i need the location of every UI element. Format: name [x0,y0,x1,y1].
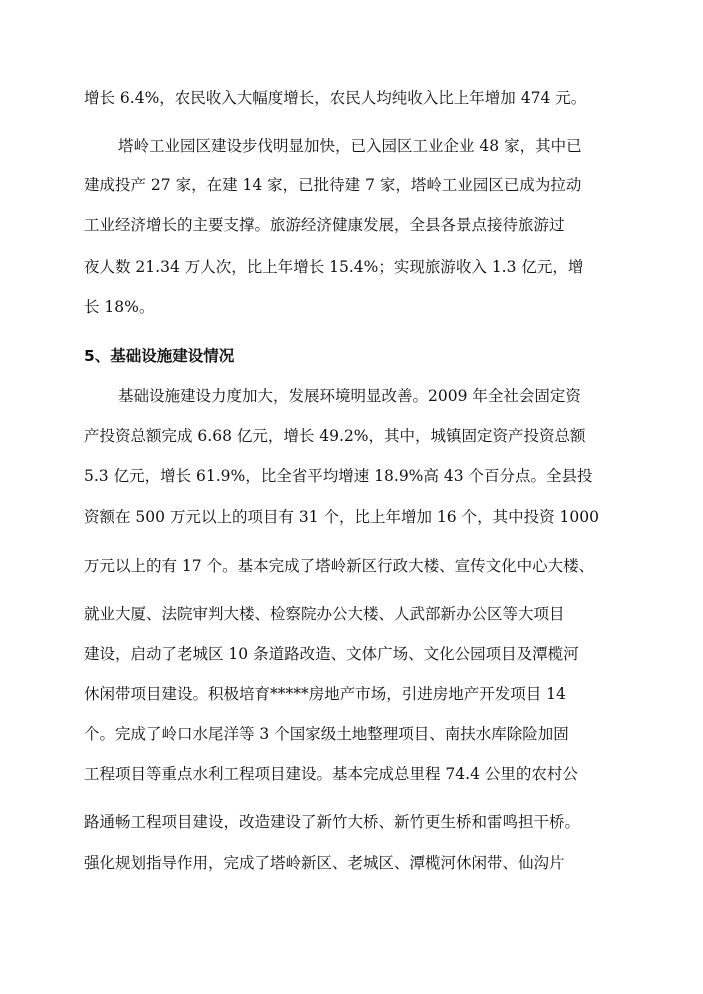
paragraph-line-13: 建设，启动了老城区 10 条道路改造、文体广场、文化公园项目及潭榄河 [84,645,579,663]
paragraph-line-5: 夜人数 21.34 万人次，比上年增长 15.4%；实现旅游收入 1.3 亿元，增 [84,258,584,276]
section-heading: 5、基础设施建设情况 [84,347,235,365]
paragraph-line-7: 基础设施建设力度加大，发展环境明显改善。2009 年全社会固定资 [118,387,581,405]
paragraph-line-10: 资额在 500 万元以上的项目有 31 个，比上年增加 16 个，其中投资 1000 [84,508,599,526]
paragraph-line-15: 个。完成了岭口水尾洋等 3 个国家级土地整理项目、南扶水库除险加固 [84,725,569,743]
paragraph-line-9: 5.3 亿元，增长 61.9%，比全省平均增速 18.9%高 43 个百分点。全县投 [84,467,593,485]
paragraph-line-6: 长 18%。 [84,298,155,316]
paragraph-line-4: 工业经济增长的主要支撑。旅游经济健康发展，全县各景点接待旅游过 [84,216,565,234]
paragraph-line-2: 塔岭工业园区建设步伐明显加快，已入园区工业企业 48 家，其中已 [118,137,582,155]
paragraph-line-1: 增长 6.4%，农民收入大幅度增长，农民人均纯收入比上年增加 474 元。 [84,89,587,107]
paragraph-line-3: 建成投产 27 家，在建 14 家，已批待建 7 家，塔岭工业园区已成为拉动 [84,176,582,194]
paragraph-line-17: 路通畅工程项目建设，改造建设了新竹大桥、新竹更生桥和雷鸣担干桥。 [84,813,581,831]
paragraph-line-11: 万元以上的有 17 个。基本完成了塔岭新区行政大楼、宣传文化中心大楼、 [84,557,595,575]
paragraph-line-18: 强化规划指导作用，完成了塔岭新区、老城区、潭榄河休闲带、仙沟片 [84,854,565,872]
paragraph-line-8: 产投资总额完成 6.68 亿元，增长 49.2%，其中，城镇固定资产投资总额 [84,427,586,445]
paragraph-line-14: 休闲带项目建设。积极培育*****房地产市场，引进房地产开发项目 14 [84,685,566,703]
paragraph-line-16: 工程项目等重点水利工程项目建设。基本完成总里程 74.4 公里的农村公 [84,765,578,783]
paragraph-line-12: 就业大厦、法院审判大楼、检察院办公大楼、人武部新办公区等大项目 [84,605,565,623]
